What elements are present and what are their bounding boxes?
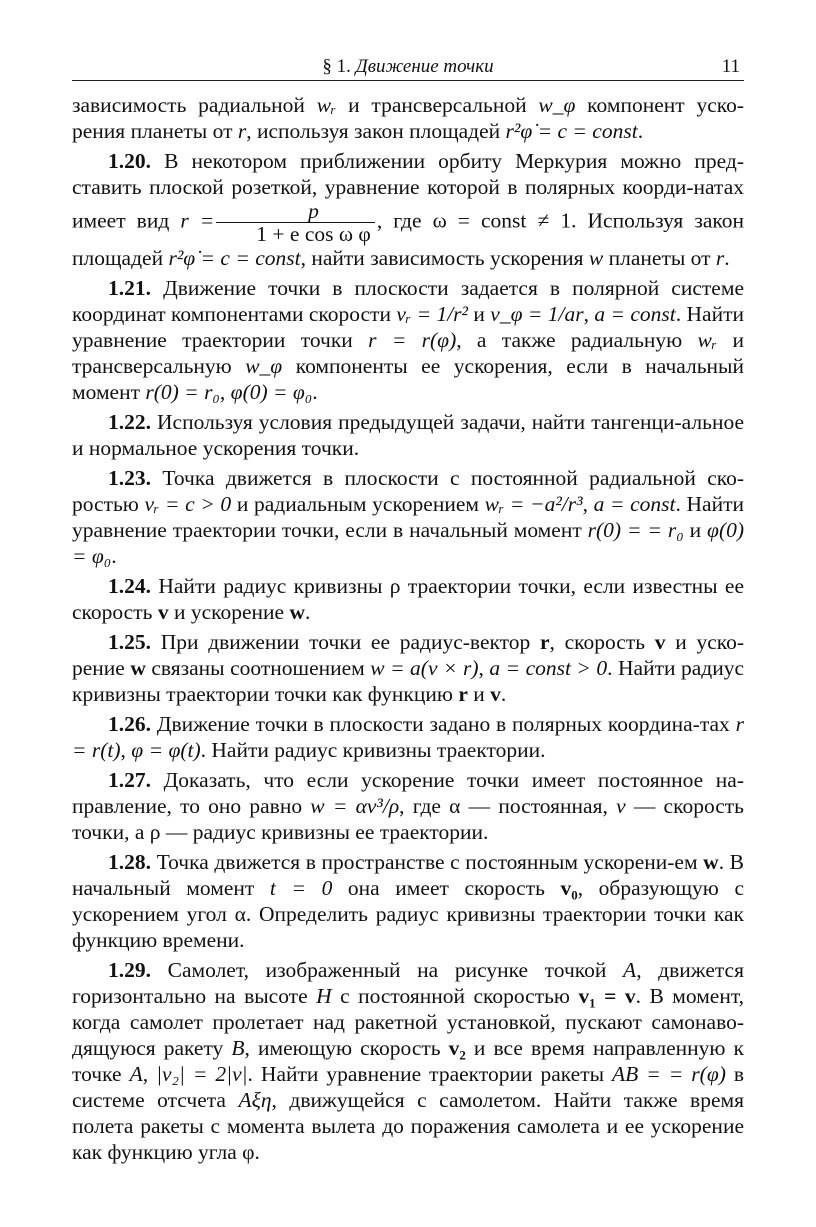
text: . bbox=[724, 246, 730, 270]
text: в системе отсчета bbox=[72, 1062, 745, 1112]
text: , где ω = const ≠ 1. Используя закон площадей bbox=[72, 208, 744, 270]
text: связаны соотношением bbox=[145, 656, 371, 680]
math: v₁ = v bbox=[578, 984, 636, 1008]
text: и трансверсальной bbox=[336, 93, 539, 117]
math: r bbox=[715, 246, 725, 270]
problem-number: 1.26. bbox=[108, 712, 151, 736]
text: . bbox=[637, 119, 644, 143]
math: v bbox=[654, 630, 666, 654]
math: Aξη bbox=[238, 1088, 272, 1112]
text: Используя условия предыдущей задачи, найти тангенци-альное и нормальное ускорения точки. bbox=[72, 410, 744, 460]
math: w = αv³/ρ bbox=[310, 794, 400, 818]
math: φ(0) = φ₀ bbox=[230, 380, 313, 404]
text: планеты от bbox=[603, 246, 716, 270]
text: , bbox=[219, 380, 231, 404]
math: |v₂| = 2|v| bbox=[156, 1062, 248, 1086]
text: , скорость bbox=[549, 630, 655, 654]
problem-number: 1.22. bbox=[108, 410, 151, 434]
problem-1-24 bbox=[72, 573, 744, 625]
text: , bbox=[582, 492, 594, 516]
math: H bbox=[316, 984, 332, 1008]
math: r = r(t) bbox=[72, 712, 744, 762]
math: v_φ = 1/ar bbox=[490, 302, 584, 326]
text: — скорость точки, а ρ — радиус кривизны ее траектории. bbox=[72, 794, 744, 844]
text: и радиальным ускорением bbox=[231, 492, 485, 516]
header-section: § 1. bbox=[322, 56, 351, 77]
problem-1-26 bbox=[72, 711, 744, 763]
text: и ускорение bbox=[168, 600, 290, 624]
math: v bbox=[157, 600, 169, 624]
math: φ(0) = φ₀ bbox=[72, 518, 745, 568]
text: , используя закон площадей bbox=[246, 119, 506, 143]
problem-1-29 bbox=[72, 957, 744, 1165]
text: . Найти радиус кривизны траектории точки как функцию bbox=[72, 656, 745, 706]
math: a = const bbox=[594, 302, 676, 326]
text: . bbox=[304, 600, 311, 624]
text: , движущейся с самолетом. Найти также время полета ракеты с момента вылета до поражения самолета и ее ускорение как функцию угла φ. bbox=[72, 1088, 744, 1164]
math: AB = = r(φ) bbox=[612, 1062, 726, 1086]
text: , движется горизонтально на высоте bbox=[72, 958, 744, 1008]
page-number: 11 bbox=[721, 56, 740, 77]
problem-1-20 bbox=[72, 148, 744, 271]
problem-number: 1.23. bbox=[108, 466, 151, 490]
math: w bbox=[703, 850, 719, 874]
math: r bbox=[539, 630, 550, 654]
text: , bbox=[142, 1062, 157, 1086]
math: A bbox=[129, 1062, 143, 1086]
math: r²φ̇ = c = const bbox=[505, 119, 638, 143]
text: . bbox=[312, 380, 318, 404]
problem-1-27 bbox=[72, 767, 744, 845]
text: , а также радиальную bbox=[456, 328, 698, 352]
text: , где α — постоянная, bbox=[399, 794, 617, 818]
text: . Найти уравнение траектории точки bbox=[72, 302, 744, 352]
text: и трансверсальную bbox=[72, 328, 744, 378]
math: v bbox=[616, 794, 626, 818]
problem-number: 1.24. bbox=[108, 574, 151, 598]
text: . В начальный момент bbox=[72, 850, 744, 900]
problem-1-25 bbox=[72, 629, 744, 707]
text: . Найти уравнение траектории ракеты bbox=[247, 1062, 613, 1086]
math: a = const bbox=[593, 492, 676, 516]
text: . bbox=[500, 682, 507, 706]
problem-1-23 bbox=[72, 465, 744, 569]
text: Самолет, изображенный на рисунке точкой bbox=[151, 958, 624, 982]
math: wᵣ bbox=[697, 328, 718, 352]
text: Доказать, что если ускорение точки имеет постоянное на-правление, то оно равно bbox=[72, 768, 744, 818]
text: компонент уско-рения планеты от bbox=[72, 93, 744, 143]
running-header bbox=[72, 56, 744, 81]
text: , bbox=[478, 656, 490, 680]
text: и все время направленную к точке bbox=[72, 1036, 744, 1086]
math: w_φ bbox=[245, 354, 283, 378]
fraction-numerator: p bbox=[216, 200, 375, 223]
text: , bbox=[120, 738, 132, 762]
problem-number: 1.20. bbox=[108, 149, 151, 173]
math: w_φ bbox=[538, 93, 576, 117]
text: компоненты ее ускорения, если в начальный момент bbox=[72, 354, 744, 404]
math: r bbox=[458, 682, 468, 706]
math: φ = φ(t) bbox=[131, 738, 201, 762]
problem-number: 1.28. bbox=[108, 850, 151, 874]
math: r bbox=[237, 119, 247, 143]
header-title bbox=[72, 56, 744, 78]
math: r = bbox=[180, 208, 215, 233]
math: vᵣ = c > 0 bbox=[144, 492, 232, 516]
math: r(0) = r₀ bbox=[145, 380, 220, 404]
math: r(0) = = r₀ bbox=[587, 518, 684, 542]
page-body bbox=[72, 92, 744, 1165]
math: wᵣ bbox=[316, 93, 337, 117]
problem-number: 1.29. bbox=[108, 958, 151, 982]
math: A bbox=[623, 958, 637, 982]
text: она имеет скорость bbox=[332, 876, 561, 900]
text: В некотором приближении орбиту Меркурия можно пред-ставить плоской розеткой, уравнение которой в полярных коорди-натах имеет вид bbox=[72, 149, 744, 233]
text: , bbox=[583, 302, 595, 326]
text: , найти зависимость ускорения bbox=[300, 246, 589, 270]
text: Движение точки в плоскости задается в полярной системе координат компонентами скорости bbox=[72, 276, 744, 326]
text: . bbox=[111, 544, 117, 568]
text: и bbox=[683, 518, 708, 542]
text: и bbox=[468, 302, 491, 326]
math: v₂ bbox=[448, 1036, 466, 1060]
text: и уско-рение bbox=[72, 630, 745, 680]
fraction bbox=[216, 200, 375, 245]
header-chapter-title: Движение точки bbox=[355, 56, 494, 77]
text: . Найти уравнение траектории точки, если в начальный момент bbox=[72, 492, 744, 542]
text: Найти радиус кривизны ρ траектории точки, если известны ее скорость bbox=[72, 574, 744, 624]
text: Точка движется в плоскости с постоянной радиальной ско-ростью bbox=[72, 466, 744, 516]
problem-1-22 bbox=[72, 409, 744, 461]
math: t = 0 bbox=[269, 876, 333, 900]
math: w bbox=[130, 656, 146, 680]
intro-paragraph bbox=[72, 92, 744, 144]
text: с постоянной скоростью bbox=[331, 984, 579, 1008]
problem-number: 1.27. bbox=[108, 768, 151, 792]
fraction-denominator: 1 + e cos ω φ bbox=[256, 222, 371, 246]
math: r = r(φ) bbox=[368, 328, 457, 352]
text: При движении точки ее радиус-вектор bbox=[151, 630, 540, 654]
text: . Найти радиус кривизны траектории. bbox=[200, 738, 546, 762]
text: зависимость радиальной bbox=[72, 93, 317, 117]
text: Движение точки в плоскости задано в полярных координа-тах bbox=[151, 712, 736, 736]
math: r²φ̇ = c = const bbox=[168, 246, 301, 270]
math: w = a(v × r) bbox=[370, 656, 479, 680]
math: w bbox=[588, 246, 604, 270]
problem-number: 1.25. bbox=[108, 630, 151, 654]
math: vᵣ = 1/r² bbox=[396, 302, 468, 326]
math: B bbox=[231, 1036, 245, 1060]
math: v bbox=[490, 682, 501, 706]
text: , образующую с ускорением угол α. Определить радиус кривизны траектории точки как функцию времени. bbox=[72, 876, 744, 952]
math: v₀ bbox=[560, 876, 578, 900]
problem-1-21 bbox=[72, 275, 744, 405]
problem-number: 1.21. bbox=[108, 276, 151, 300]
text: , имеющую скорость bbox=[244, 1036, 449, 1060]
problem-1-28 bbox=[72, 849, 744, 953]
text: . В момент, когда самолет пролетает над ракетной установкой, пускают самонаво-дящуюся ракету bbox=[72, 984, 745, 1060]
text: Точка движется в пространстве с постоянным ускорени-ем bbox=[151, 850, 704, 874]
math: wᵣ = −a²/r³ bbox=[484, 492, 583, 516]
math: a = const > 0 bbox=[489, 656, 608, 680]
text: и bbox=[467, 682, 491, 706]
math: w bbox=[289, 600, 305, 624]
